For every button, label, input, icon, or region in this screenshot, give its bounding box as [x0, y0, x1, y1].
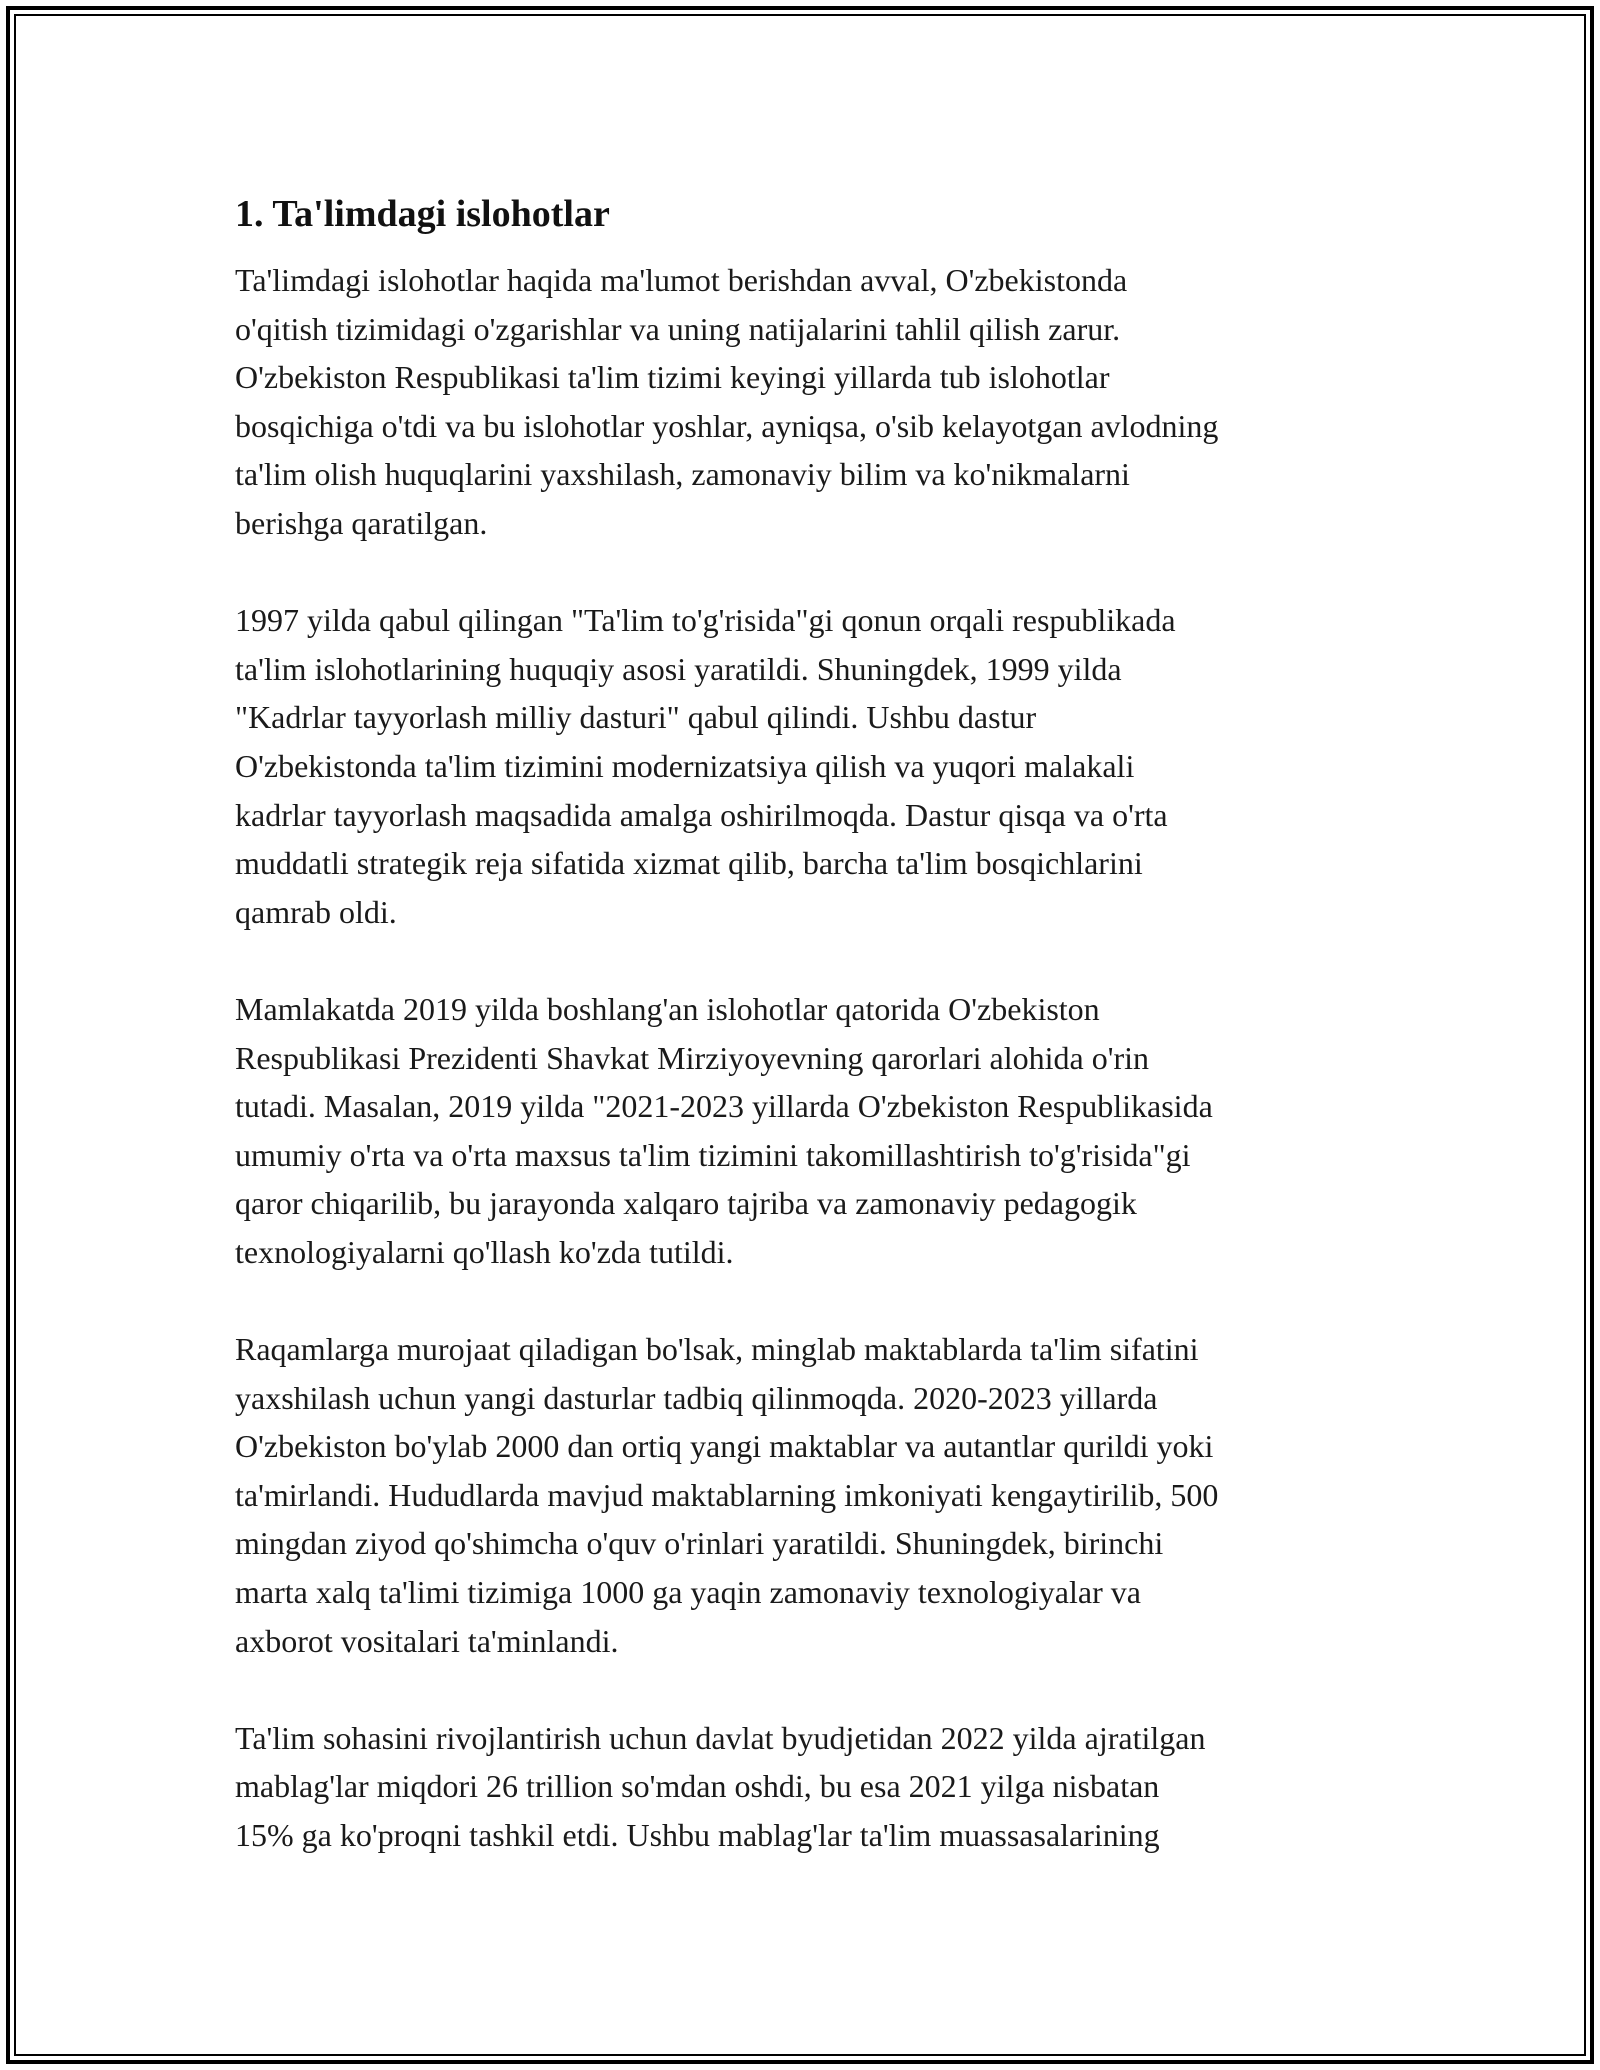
paragraph-line: ta'mirlandi. Hududlarda mavjud maktablarning imkoniyati kengaytirilib, 500	[235, 1476, 1219, 1513]
paragraph-line: marta xalq ta'limi tizimiga 1000 ga yaqin zamonaviy texnologiyalar va	[235, 1574, 1141, 1611]
paragraph-line: tutadi. Masalan, 2019 yilda "2021-2023 yillarda O'zbekiston Respublikasida	[235, 1088, 1213, 1125]
paragraph-line: ta'lim islohotlarining huquqiy asosi yaratildi. Shuningdek, 1999 yilda	[235, 650, 1122, 687]
paragraph-line: Respublikasi Prezidenti Shavkat Mirziyoyevning qarorlari alohida o'rin	[235, 1039, 1149, 1076]
paragraph-line: 1997 yilda qabul qilingan "Ta'lim to'g'risida"gi qonun orqali respublikada	[235, 602, 1176, 639]
paragraph-line: mingdan ziyod qo'shimcha o'quv o'rinlari yaratildi. Shuningdek, birinchi	[235, 1525, 1164, 1562]
paragraph-line: O'zbekiston Respublikasi ta'lim tizimi keyingi yillarda tub islohotlar	[235, 359, 1110, 396]
paragraph-line: texnologiyalarni qo'llash ko'zda tutildi.	[235, 1233, 734, 1270]
paragraph	[235, 596, 1375, 936]
document-body	[235, 188, 1375, 1908]
paragraph	[235, 1325, 1375, 1665]
paragraph-line: kadrlar tayyorlash maqsadida amalga oshirilmoqda. Dastur qisqa va o'rta	[235, 796, 1168, 833]
paragraph-line: O'zbekiston bo'ylab 2000 dan ortiq yangi maktablar va autantlar qurildi yoki	[235, 1428, 1214, 1465]
paragraph-line: qaror chiqarilib, bu jarayonda xalqaro tajriba va zamonaviy pedagogik	[235, 1185, 1137, 1222]
paragraph-line: Raqamlarga murojaat qiladigan bo'lsak, minglab maktablarda ta'lim sifatini	[235, 1331, 1199, 1368]
paragraph-line: "Kadrlar tayyorlash milliy dasturi" qabul qilindi. Ushbu dastur	[235, 699, 1037, 736]
paragraph-line: Mamlakatda 2019 yilda boshlang'an islohotlar qatorida O'zbekiston	[235, 990, 1100, 1027]
paragraph-line: umumiy o'rta va o'rta maxsus ta'lim tizimini takomillashtirish to'g'risida"gi	[235, 1136, 1191, 1173]
paragraph	[235, 985, 1375, 1277]
paragraph-list	[235, 256, 1375, 1860]
paragraph-line: ta'lim olish huquqlarini yaxshilash, zamonaviy bilim va ko'nikmalarni	[235, 456, 1130, 493]
paragraph-line: mablag'lar miqdori 26 trillion so'mdan oshdi, bu esa 2021 yilga nisbatan	[235, 1768, 1160, 1805]
paragraph	[235, 1714, 1375, 1860]
section-heading: 1. Ta'limdagi islohotlar	[235, 193, 610, 235]
paragraph-line: Ta'lim sohasini rivojlantirish uchun davlat byudjetidan 2022 yilda ajratilgan	[235, 1719, 1206, 1756]
paragraph-line: O'zbekistonda ta'lim tizimini modernizatsiya qilish va yuqori malakali	[235, 747, 1135, 784]
paragraph-line: o'qitish tizimidagi o'zgarishlar va uning natijalarini tahlil qilish zarur.	[235, 310, 1121, 347]
paragraph-line: yaxshilash uchun yangi dasturlar tadbiq qilinmoqda. 2020-2023 yillarda	[235, 1379, 1158, 1416]
paragraph-line: axborot vositalari ta'minlandi.	[235, 1622, 619, 1659]
paragraph-line: muddatli strategik reja sifatida xizmat qilib, barcha ta'lim bosqichlarini	[235, 845, 1143, 882]
paragraph-line: berishga qaratilgan.	[235, 504, 488, 541]
paragraph-line: bosqichiga o'tdi va bu islohotlar yoshlar, ayniqsa, o'sib kelayotgan avlodning	[235, 407, 1219, 444]
paragraph-line: 15% ga ko'proqni tashkil etdi. Ushbu mablag'lar ta'lim muassasalarining	[235, 1817, 1160, 1853]
paragraph-line: qamrab oldi.	[235, 893, 397, 930]
paragraph	[235, 256, 1375, 548]
paragraph-line: Ta'limdagi islohotlar haqida ma'lumot berishdan avval, O'zbekistonda	[235, 262, 1128, 298]
